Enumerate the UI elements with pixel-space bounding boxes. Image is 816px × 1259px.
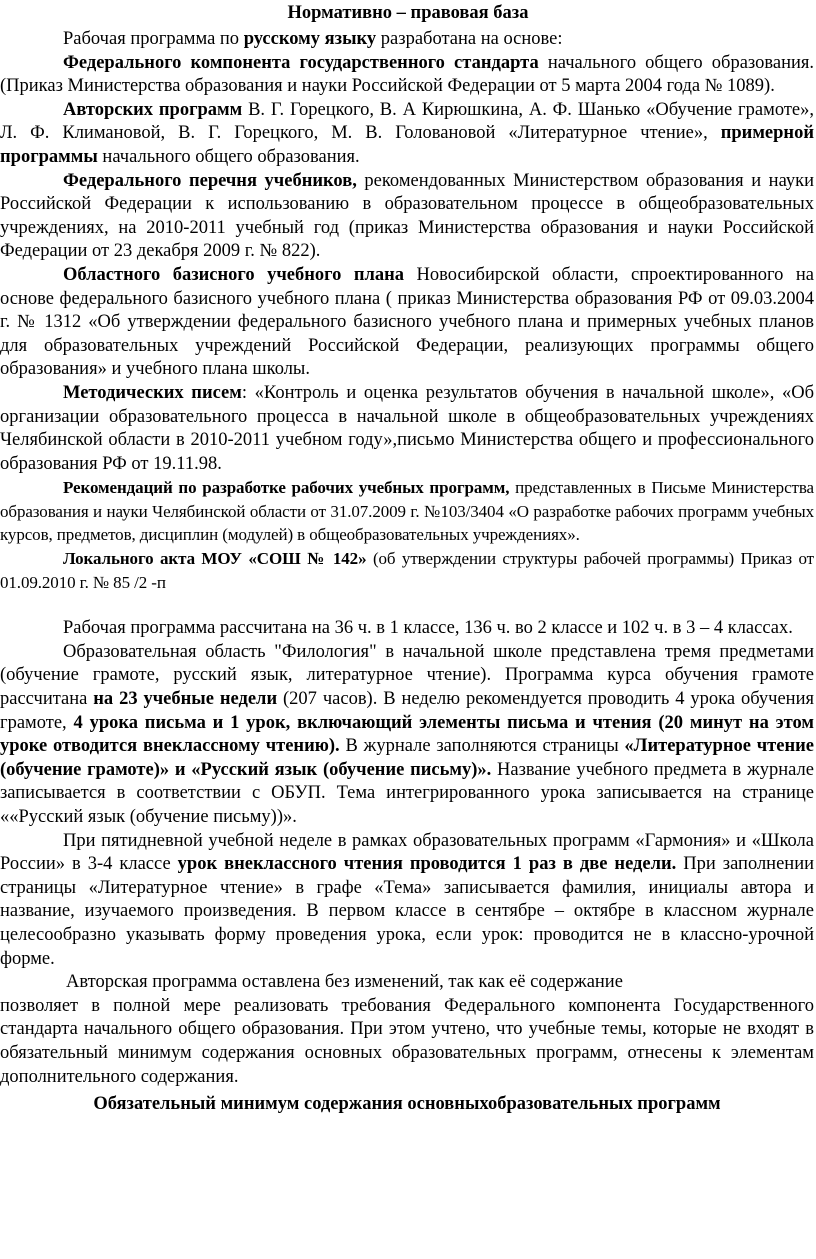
intro-subject: русскому языку [243,29,377,49]
recommendations-label: Рекомендаций по разработке рабочих учебных программ, [63,478,510,498]
paragraph-author-programs [0,99,816,170]
method-letters-text: : «Контроль и оценка результатов обучения в начальной школе», «Об организации образовательного процесса в начальной школе в общеобразовательных учреждениях Челябинской области в 2010-2011 учебном году»,письмо Министерства общего и профессионального образования РФ от 19.11.98. [0,382,814,474]
paragraph-intro [0,28,816,52]
intro-text-end: разработана на основе: [376,29,563,49]
philology-text: Образовательная область "Филология" в начальной школе представлена тремя предметами (обучение грамоте, русский язык, литературное чтение). Программа курса обучения грамоте рассчитана [0,641,814,710]
paragraph-regional-plan [0,264,816,382]
five-day-text-2: При заполнении страницы «Литературное чтение» в графе «Тема» записывается фамилия, инициалы автора и название, изучаемого произведения. В первом классе в сентябре – октябре в классном журнале целесообразно указывать форму проведения урока, если урок: проводится не в классно-урочной форме. [0,854,814,969]
sample-program-label: примерной программы [0,123,814,167]
paragraph-five-day-week [0,830,816,972]
author-programs-text: В. Г. Горецкого, В. А Кирюшкина, А. Ф. Шанько «Обучение грамоте», Л. Ф. Климановой, В. Г. Горецкого, М. В. Головановой «Литературное чтение», [0,99,814,144]
textbook-list-label: Федерального перечня учебников, [63,170,357,191]
paragraph-author-program-kept-cont: позволяет в полной мере реализовать требования Федерального компонента Государственного стандарта начального общего образования. При этом учтено, что учебные темы, которые не входят в обязательный минимум содержания основных образовательных программ, отнесены к элементам дополнительного содержания. [0,995,814,1087]
sample-program-text: начального общего образования. [97,146,360,167]
paragraph-philology [0,641,816,830]
philology-weeks: на 23 учебные недели [93,689,278,710]
philology-lessons: 4 урока письма и 1 урок, включающий элементы письма и чтения (20 минут на этом уроке отводится внеклассному чтению). [0,712,814,757]
intro-text: Рабочая программа по [63,29,244,49]
author-programs-label: Авторских программ [63,99,243,120]
method-letters-label: Методических писем [63,382,242,403]
federal-component-text: начального общего образования. (Приказ Министерства образования и науки Российской Федерации от 5 марта 2004 года № 1089). [0,52,814,97]
paragraph-hours: Рабочая программа рассчитана на 36 ч. в 1 классе, 136 ч. во 2 классе и 102 ч. в 3 – 4 классах. [63,618,793,639]
paragraph-method-letters [0,382,816,476]
philology-journal-pages: «Литературное чтение (обучение грамоте)» и «Русский язык (обучение письму)». [0,736,814,780]
paragraph-federal-component [0,52,816,99]
recommendations-text: представленных в Письме Министерства образования и науки Челябинской области от 31.07.2009 г. №103/3404 «О разработке рабочих программ учебных курсов, предметов, дисциплин (модулей) в общеобразовательных учреждениях». [0,478,814,545]
philology-text-3: В журнале заполняются страницы [339,736,625,757]
philology-text-4: Название учебного предмета в журнале записывается в соответствии с ОБУП. Тема интегрированного урока записывается на странице ««Русский язык (обучение письму))». [0,759,814,827]
local-act-label: Локального акта МОУ «СОШ № 142» [63,549,367,569]
paragraph-recommendations [0,476,816,547]
paragraph-local-act [0,547,816,594]
five-day-bold: урок внеклассного чтения проводится 1 раз в две недели. [177,854,677,875]
paragraph-author-program-kept: Авторская программа оставлена без изменений, так как её содержание [66,972,623,993]
textbook-list-text: рекомендованных Министерством образования и науки Российской Федерации к использованию в образовательном процессе в общеобразовательных учреждениях, на 2010-2011 учебный год (приказ Министерства образования и науки Российской Федерации от 23 декабря 2009 г. № 822). [0,170,814,262]
local-act-text: (об утверждении структуры рабочей программы) Приказ от 01.09.2010 г. № 85 /2 -п [0,549,814,592]
five-day-text: При пятидневной учебной неделе в рамках образовательных программ «Гармония» и «Школа России» в 3-4 классе [0,830,814,875]
regional-plan-label: Областного базисного учебного плана [63,264,405,285]
philology-text-2: (207 часов). В неделю рекомендуется проводить 4 урока обучения грамоте, [0,689,814,733]
regional-plan-text: Новосибирской области, спроектированного на основе федерального базисного учебного плана ( приказ Министерства образования РФ от 09.03.2004 г. № 1312 «Об утверждении федерального базисного учебного плана и примерных учебных планов для образовательных учреждений Российской Федерации, реализующих программы общего образования» и учебного плана школы. [0,264,814,380]
paragraph-textbook-list [0,170,816,264]
section-heading-minimum: Обязательный минимум содержания основныхобразовательных программ [93,1094,721,1115]
page-title: Нормативно – правовая база [287,3,529,23]
spacer [0,594,816,617]
federal-component-label: Федерального компонента государственного стандарта [63,52,539,73]
